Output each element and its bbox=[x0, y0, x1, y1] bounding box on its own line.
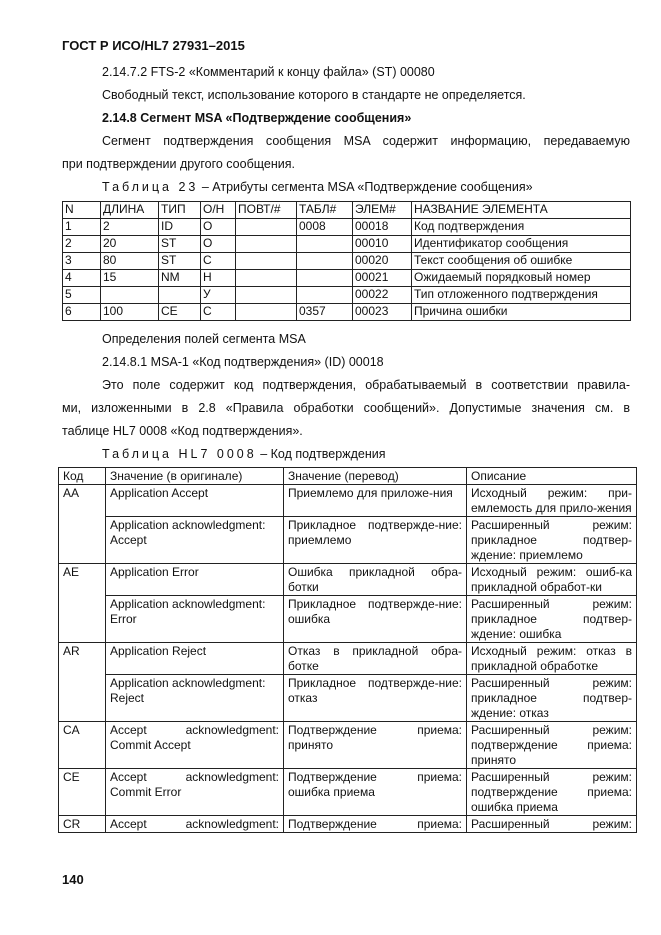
table-23-header: ЭЛЕМ# bbox=[353, 202, 412, 219]
table-cell: 2 bbox=[63, 236, 101, 253]
table-row bbox=[59, 675, 637, 722]
table-cell bbox=[297, 270, 353, 287]
table-23-header: НАЗВАНИЕ ЭЛЕМЕНТА bbox=[412, 202, 631, 219]
standard-header: ГОСТ Р ИСО/HL7 27931–2015 bbox=[62, 38, 245, 53]
code-cell: AA bbox=[59, 485, 106, 564]
table-cell: 00018 bbox=[353, 219, 412, 236]
table-cell: О bbox=[201, 219, 236, 236]
msa-1-text-line-2: ми, изложенными в 2.8 «Правила обработки сообщений». Допустимые значения см. в bbox=[62, 401, 630, 415]
table-cell: Идентификатор сообщения bbox=[412, 236, 631, 253]
description-cell: Исходный режим: ошиб-ка прикладной обработ-ки bbox=[467, 564, 637, 596]
table-row bbox=[59, 564, 637, 596]
table-cell: 1 bbox=[63, 219, 101, 236]
msa-1-text-line-3: таблице HL7 0008 «Код подтверждения». bbox=[62, 424, 303, 438]
code-cell: CA bbox=[59, 722, 106, 769]
table-row bbox=[63, 304, 631, 321]
table-row bbox=[59, 769, 637, 816]
table-cell: У bbox=[201, 287, 236, 304]
original-value-cell: Application Accept bbox=[106, 485, 284, 517]
table-cell: 5 bbox=[63, 287, 101, 304]
table-row bbox=[59, 816, 637, 833]
description-cell: Исходный режим: при-емлемость для прило-жения bbox=[467, 485, 637, 517]
msa-1-text-line-1: Это поле содержит код подтверждения, обрабатываемый в соответствии правила- bbox=[102, 378, 630, 392]
original-value-cell: Application Reject bbox=[106, 643, 284, 675]
msa-field-definitions-heading: Определения полей сегмента MSA bbox=[102, 332, 306, 346]
table-cell: 3 bbox=[63, 253, 101, 270]
table-23-header: ТАБЛ# bbox=[297, 202, 353, 219]
table-cell bbox=[159, 287, 201, 304]
table-23-header: ТИП bbox=[159, 202, 201, 219]
table-row bbox=[59, 596, 637, 643]
table-cell bbox=[297, 287, 353, 304]
code-cell: AR bbox=[59, 643, 106, 722]
table-cell: Причина ошибки bbox=[412, 304, 631, 321]
section-2-14-7-2-heading: 2.14.7.2 FTS-2 «Комментарий к концу файла» (ST) 00080 bbox=[102, 65, 435, 79]
original-value-cell: Application acknowledgment: Error bbox=[106, 596, 284, 643]
table-row bbox=[63, 287, 631, 304]
table-23-header-row bbox=[63, 202, 631, 219]
table-row bbox=[63, 270, 631, 287]
code-cell: CE bbox=[59, 769, 106, 816]
description-cell: Исходный режим: отказ в прикладной обработке bbox=[467, 643, 637, 675]
table-23-header: ПОВТ/# bbox=[236, 202, 297, 219]
table-cell: 6 bbox=[63, 304, 101, 321]
table-0008-header: Значение (перевод) bbox=[284, 468, 467, 485]
table-cell bbox=[236, 236, 297, 253]
table-row bbox=[59, 722, 637, 769]
description-cell: Расширенный режим: прикладное подтвер-ждение: ошибка bbox=[467, 596, 637, 643]
code-cell: AE bbox=[59, 564, 106, 643]
table-23-header: О/Н bbox=[201, 202, 236, 219]
table-cell bbox=[297, 236, 353, 253]
table-cell: 4 bbox=[63, 270, 101, 287]
table-0008-header: Значение (в оригинале) bbox=[106, 468, 284, 485]
table-0008-header: Описание bbox=[467, 468, 637, 485]
page-number: 140 bbox=[62, 872, 84, 887]
table-cell: ST bbox=[159, 253, 201, 270]
table-cell: 00010 bbox=[353, 236, 412, 253]
table-cell bbox=[236, 219, 297, 236]
original-value-cell: Application Error bbox=[106, 564, 284, 596]
table-0008-caption-text: – Код подтверждения bbox=[260, 447, 386, 461]
table-row bbox=[63, 219, 631, 236]
msa-intro-line-2: при подтверждении другого сообщения. bbox=[62, 157, 295, 171]
section-2-14-8-heading: 2.14.8 Сегмент MSA «Подтверждение сообщения» bbox=[102, 111, 412, 125]
description-cell: Расширенный режим: подтверждение приема: принято bbox=[467, 722, 637, 769]
translated-value-cell: Приемлемо для приложе-ния bbox=[284, 485, 467, 517]
table-cell: 15 bbox=[101, 270, 159, 287]
translated-value-cell: Прикладное подтвержде-ние: приемлемо bbox=[284, 517, 467, 564]
description-cell: Расширенный режим: подтверждение приема: ошибка приема bbox=[467, 769, 637, 816]
original-value-cell: Accept acknowledgment: bbox=[106, 816, 284, 833]
table-cell: С bbox=[201, 304, 236, 321]
table-cell bbox=[297, 253, 353, 270]
table-row bbox=[59, 485, 637, 517]
table-cell: 00023 bbox=[353, 304, 412, 321]
table-hl7-0008-acknowledgment-codes bbox=[58, 467, 637, 833]
table-cell: О bbox=[201, 236, 236, 253]
table-cell: 100 bbox=[101, 304, 159, 321]
table-23-caption-label: Таблица 23 bbox=[102, 180, 199, 194]
table-cell: ID bbox=[159, 219, 201, 236]
table-cell: ST bbox=[159, 236, 201, 253]
table-row bbox=[63, 253, 631, 270]
table-cell: Текст сообщения об ошибке bbox=[412, 253, 631, 270]
section-2-14-8-1-heading: 2.14.8.1 MSA-1 «Код подтверждения» (ID) 00018 bbox=[102, 355, 384, 369]
msa-intro-line-1: Сегмент подтверждения сообщения MSA содержит информацию, передаваемую bbox=[102, 134, 630, 148]
table-cell: 00020 bbox=[353, 253, 412, 270]
table-cell: 0357 bbox=[297, 304, 353, 321]
table-cell bbox=[236, 287, 297, 304]
table-23-header: ДЛИНА bbox=[101, 202, 159, 219]
original-value-cell: Application acknowledgment: Reject bbox=[106, 675, 284, 722]
original-value-cell: Application acknowledgment: Accept bbox=[106, 517, 284, 564]
table-row bbox=[59, 643, 637, 675]
original-value-cell: Accept acknowledgment: Commit Accept bbox=[106, 722, 284, 769]
translated-value-cell: Подтверждение приема: принято bbox=[284, 722, 467, 769]
table-cell bbox=[236, 253, 297, 270]
table-0008-header: Код bbox=[59, 468, 106, 485]
table-cell: Н bbox=[201, 270, 236, 287]
table-cell: NM bbox=[159, 270, 201, 287]
table-0008-caption bbox=[102, 446, 385, 462]
translated-value-cell: Прикладное подтвержде-ние: отказ bbox=[284, 675, 467, 722]
table-cell: 00022 bbox=[353, 287, 412, 304]
section-2-14-7-2-text: Свободный текст, использование которого в стандарте не определяется. bbox=[102, 88, 526, 102]
description-cell: Расширенный режим: bbox=[467, 816, 637, 833]
table-0008-caption-label: Таблица HL7 0008 bbox=[102, 447, 257, 461]
table-cell: 20 bbox=[101, 236, 159, 253]
table-cell: Тип отложенного подтверждения bbox=[412, 287, 631, 304]
table-row bbox=[59, 517, 637, 564]
translated-value-cell: Подтверждение приема: bbox=[284, 816, 467, 833]
table-cell bbox=[101, 287, 159, 304]
code-cell: CR bbox=[59, 816, 106, 833]
table-cell: 0008 bbox=[297, 219, 353, 236]
table-cell: Ожидаемый порядковый номер bbox=[412, 270, 631, 287]
table-0008-header-row bbox=[59, 468, 637, 485]
table-cell: С bbox=[201, 253, 236, 270]
original-value-cell: Accept acknowledgment: Commit Error bbox=[106, 769, 284, 816]
table-23-caption-text: – Атрибуты сегмента MSA «Подтверждение сообщения» bbox=[201, 180, 533, 194]
description-cell: Расширенный режим: прикладное подтвер-ждение: отказ bbox=[467, 675, 637, 722]
table-cell: 2 bbox=[101, 219, 159, 236]
table-cell bbox=[236, 270, 297, 287]
table-cell: 80 bbox=[101, 253, 159, 270]
table-cell bbox=[236, 304, 297, 321]
table-23-caption bbox=[102, 179, 533, 195]
translated-value-cell: Отказ в прикладной обра-ботке bbox=[284, 643, 467, 675]
table-cell: CE bbox=[159, 304, 201, 321]
table-23-header: N bbox=[63, 202, 101, 219]
description-cell: Расширенный режим: прикладное подтвер-ждение: приемлемо bbox=[467, 517, 637, 564]
translated-value-cell: Ошибка прикладной обра-ботки bbox=[284, 564, 467, 596]
table-23-msa-attributes bbox=[62, 201, 631, 321]
translated-value-cell: Прикладное подтвержде-ние: ошибка bbox=[284, 596, 467, 643]
table-cell: 00021 bbox=[353, 270, 412, 287]
table-row bbox=[63, 236, 631, 253]
translated-value-cell: Подтверждение приема: ошибка приема bbox=[284, 769, 467, 816]
table-cell: Код подтверждения bbox=[412, 219, 631, 236]
